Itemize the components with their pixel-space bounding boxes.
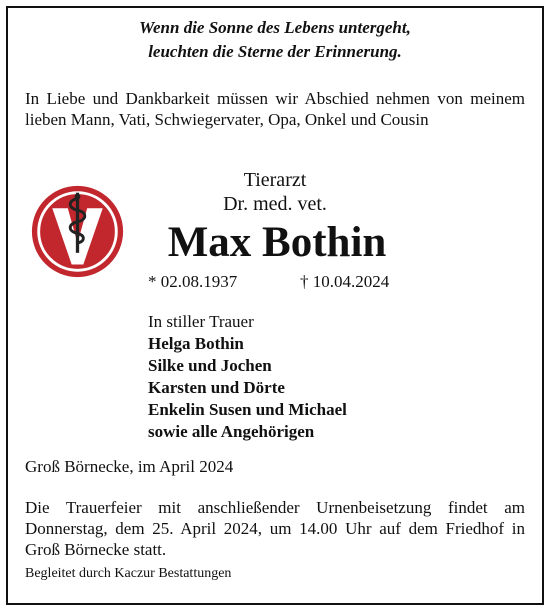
veterinary-emblem-icon bbox=[29, 183, 126, 280]
undertaker-credit: Begleitet durch Kaczur Bestattungen bbox=[25, 566, 232, 581]
mourner-name: Karsten und Dörte bbox=[148, 378, 285, 397]
mourner-name: sowie alle Angehörigen bbox=[148, 422, 315, 441]
funeral-service-info: Die Trauerfeier mit anschließender Urnenbeisetzung findet am Donnerstag, dem 25. April 2024, um 14.00 Uhr auf dem Friedhof in Groß Börnecke statt. bbox=[25, 498, 525, 559]
memorial-quote bbox=[0, 16, 550, 64]
degree: Dr. med. vet. bbox=[223, 193, 327, 215]
deceased-title bbox=[150, 168, 400, 216]
intro-text: In Liebe und Dankbarkeit müssen wir Abschied nehmen von meinem lieben Mann, Vati, Schwiegervater, Opa, Onkel und Cousin bbox=[25, 89, 525, 129]
mourner-name: Helga Bothin bbox=[148, 334, 244, 353]
mourners-list bbox=[148, 311, 347, 443]
mourner-name: Silke und Jochen bbox=[148, 356, 272, 375]
life-dates bbox=[148, 271, 390, 293]
profession: Tierarzt bbox=[243, 169, 307, 191]
quote-line-2: leuchten die Sterne der Erinnerung. bbox=[148, 42, 402, 61]
death-date: † 10.04.2024 bbox=[300, 272, 390, 291]
quote-line-1: Wenn die Sonne des Lebens untergeht, bbox=[139, 18, 411, 37]
mourners-lead: In stiller Trauer bbox=[148, 312, 254, 331]
deceased-name: Max Bothin bbox=[167, 219, 387, 266]
mourner-name: Enkelin Susen und Michael bbox=[148, 400, 347, 419]
place-and-date: Groß Börnecke, im April 2024 bbox=[25, 457, 234, 476]
birth-date: * 02.08.1937 bbox=[148, 272, 238, 291]
